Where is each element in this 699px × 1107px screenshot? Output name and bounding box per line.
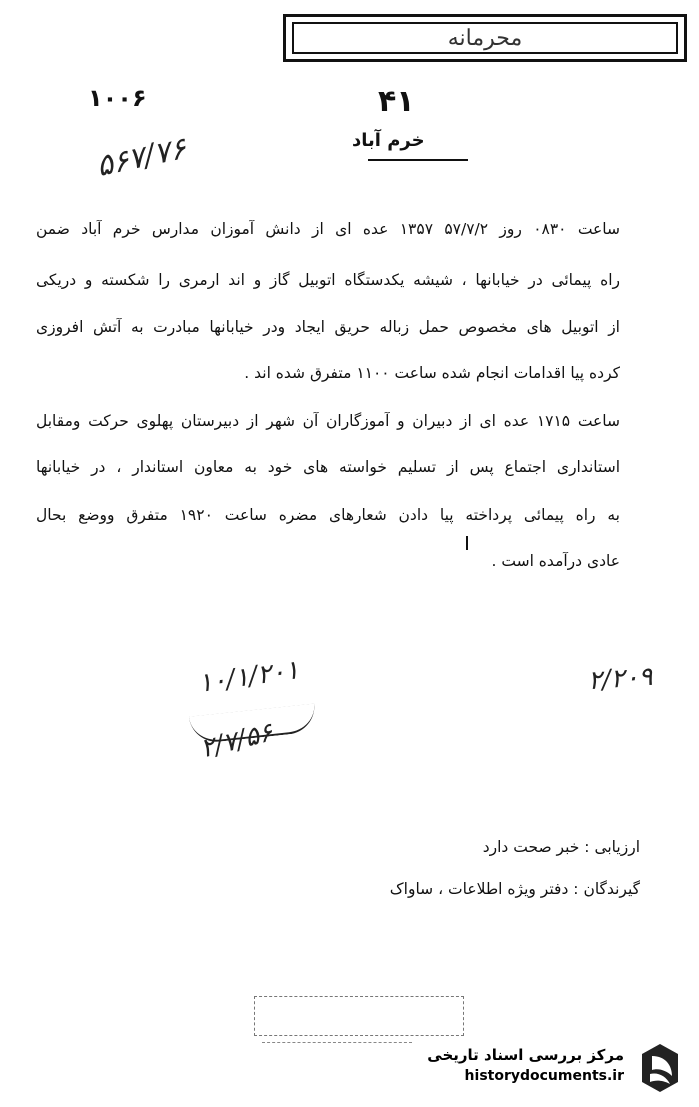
- body-line-5: ساعت ۱۷۱۵ عده ای از دبیران و آموزگاران آن شهر از دبیرستان پهلوی حرکت ومقابل: [36, 412, 620, 430]
- evaluation-label: ارزیابی: [594, 838, 640, 856]
- watermark-title: مرکز بررسی اسناد تاریخی: [427, 1046, 624, 1064]
- evaluation-colon: :: [579, 838, 590, 856]
- recipients-value: دفتر ویژه اطلاعات ، ساواک: [389, 880, 569, 898]
- handwritten-note-right: ۲/۲۰۹: [587, 661, 654, 697]
- handwritten-note-middle-1: ۱۰/۱/۲۰۱: [196, 655, 301, 699]
- evaluation-value: خبر صحت دارد: [482, 838, 580, 856]
- city-heading: خرم آباد: [352, 130, 425, 151]
- city-underline: [368, 159, 468, 161]
- watermark-url: historydocuments.ir: [464, 1068, 624, 1084]
- page-number: ۴۱: [378, 84, 415, 119]
- document-number: ۱۰۰۶: [88, 84, 147, 112]
- handwritten-note-top: ۵۶۷/۷۶: [93, 130, 190, 185]
- body-line-3: از اتوبیل های مخصوص حمل زباله حریق ایجاد ودر خیابانها مبادرت به آتش افروزی: [36, 318, 620, 336]
- body-line-7: به راه پیمائی پرداخته پیا دادن شعارهای مضره ساعت ۱۹۲۰ متفرق ووضع بحال: [36, 506, 620, 524]
- body-line-4: کرده پیا اقدامات انجام شده ساعت ۱۱۰۰ متفرق شده اند .: [244, 364, 620, 382]
- body-line-8: عادی درآمده است .: [491, 552, 620, 570]
- evaluation-line: [300, 838, 640, 856]
- recipients-label: گیرندگان: [583, 880, 640, 898]
- body-line-1: ساعت ۰۸۳۰ روز ۵۷/۷/۲ ۱۳۵۷ عده ای از دانش آموزان مدارس خرم آباد ضمن: [36, 220, 620, 238]
- handwritten-note-middle-2: ۲/۷/۵۶: [197, 717, 276, 765]
- watermark-text: [422, 1046, 624, 1084]
- confidential-stamp: [283, 14, 687, 62]
- faint-form-line: [262, 1042, 412, 1061]
- faint-form-box: [254, 996, 464, 1036]
- recipients-line: [300, 880, 640, 898]
- recipients-colon: :: [568, 880, 579, 898]
- margin-tick-mark: [466, 536, 468, 550]
- stamp-text: محرمانه: [292, 22, 678, 54]
- body-line-2: راه پیمائی در خیابانها ، شیشه یکدستگاه اتوبیل گاز و اند ارمری را شکسته و دریکی: [36, 271, 620, 289]
- body-line-6: استانداری اجتماع پس از تسلیم خواسته های خود به معاون استاندار ، در خیابانها: [36, 458, 620, 476]
- watermark-logo-icon: [632, 1040, 688, 1096]
